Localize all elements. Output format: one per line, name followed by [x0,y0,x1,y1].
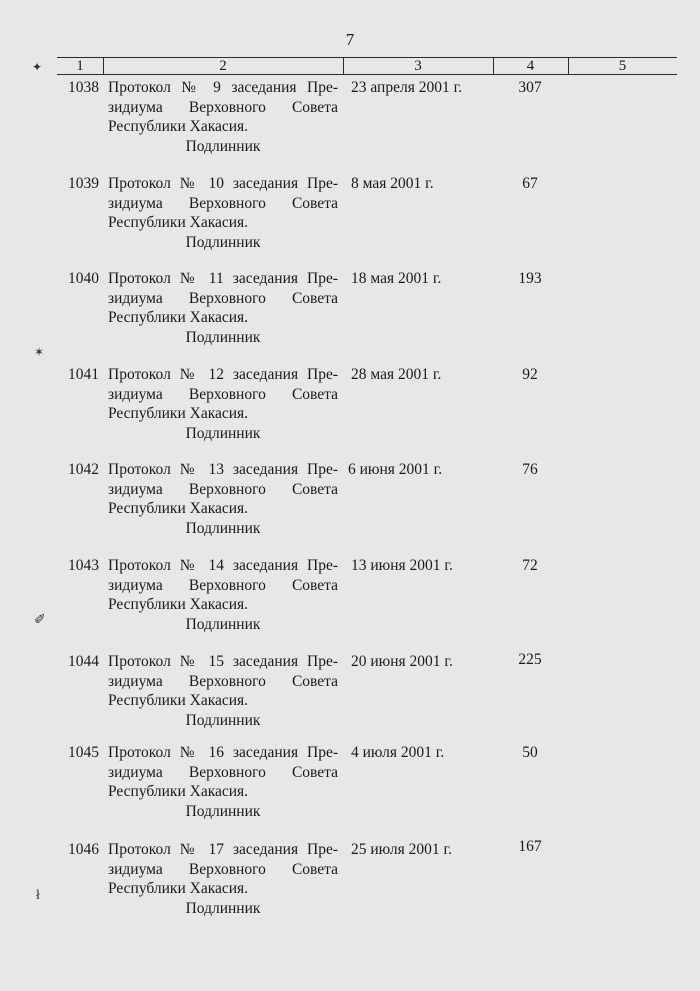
description-line: зидиума Верховного Совета [108,98,338,116]
entry-number: 1040 [68,270,99,287]
scan-speck: ✦ [32,60,43,74]
description-line: Протокол № 9 заседания Пре- [108,79,338,96]
description-line: Республики Хакасия. [108,309,249,326]
column-divider [103,57,104,75]
column-header-5: 5 [618,58,627,74]
description-line: Протокол № 17 заседания Пре- [108,841,338,858]
column-header-1: 1 [76,58,84,74]
column-header-3: 3 [414,58,422,74]
document-status: Подлинник [185,137,261,155]
column-divider [493,57,494,75]
table-row [0,743,700,833]
entry-number: 1041 [68,366,99,383]
description-line: зидиума Верховного Совета [108,480,338,498]
table-row [0,460,700,550]
entry-description [108,840,338,918]
entry-number: 1046 [68,841,99,858]
description-line: Республики Хакасия. [108,214,249,231]
page-number: 7 [345,30,355,49]
entry-sheet-count: 307 [518,79,542,96]
column-header-4: 4 [526,58,535,74]
entry-sheet-count: 225 [518,651,542,668]
column-header-2: 2 [219,58,227,74]
entry-date: 28 мая 2001 г. [351,366,442,383]
entry-description [108,652,338,730]
scan-speck: ł [36,888,40,903]
description-line: зидиума Верховного Совета [108,763,338,781]
description-line: Республики Хакасия. [108,880,249,897]
description-line: Республики Хакасия. [108,118,249,135]
document-status: Подлинник [185,233,261,251]
description-line: Республики Хакасия. [108,692,249,709]
entry-description [108,78,338,156]
entry-date: 25 июля 2001 г. [351,841,452,858]
table-row [0,174,700,264]
entry-sheet-count: 50 [522,744,538,761]
entry-sheet-count: 67 [522,175,538,192]
entry-date: 13 июня 2001 г. [351,557,453,574]
table-header [57,57,677,75]
entry-number: 1045 [68,744,99,761]
entry-sheet-count: 193 [518,270,542,287]
entry-sheet-count: 167 [518,838,542,855]
document-status: Подлинник [185,615,261,633]
description-line: Протокол № 13 заседания Пре- [108,461,338,478]
table-row [0,840,700,930]
document-status: Подлинник [185,711,261,729]
description-line: Протокол № 15 заседания Пре- [108,653,338,670]
entry-date: 18 мая 2001 г. [351,270,442,287]
document-status: Подлинник [185,519,261,537]
table-row [0,556,700,646]
description-line: Протокол № 10 заседания Пре- [108,175,338,192]
document-status: Подлинник [185,802,261,820]
entry-number: 1039 [68,175,99,192]
entry-sheet-count: 76 [522,461,538,478]
column-divider [568,57,569,75]
entry-description [108,556,338,634]
description-line: Республики Хакасия. [108,783,249,800]
entry-date: 4 июля 2001 г. [351,744,445,761]
description-line: зидиума Верховного Совета [108,385,338,403]
table-row [0,78,700,168]
scan-speck: ✶ [34,345,45,359]
table-row [0,365,700,455]
entry-description [108,174,338,252]
table-row [0,269,700,359]
scan-speck: ✐ [34,613,46,628]
entry-date: 23 апреля 2001 г. [351,79,463,96]
description-line: Протокол № 14 заседания Пре- [108,557,338,574]
description-line: зидиума Верховного Совета [108,860,338,878]
table-row [0,652,700,742]
entry-description [108,365,338,443]
description-line: Протокол № 12 заседания Пре- [108,366,338,383]
description-line: зидиума Верховного Совета [108,289,338,307]
entry-sheet-count: 72 [522,557,538,574]
entry-description [108,460,338,538]
description-line: Протокол № 11 заседания Пре- [108,270,338,287]
description-line: Республики Хакасия. [108,500,249,517]
entry-number: 1043 [68,557,99,574]
description-line: зидиума Верховного Совета [108,672,338,690]
description-line: Республики Хакасия. [108,596,249,613]
document-status: Подлинник [185,424,261,442]
entry-date: 20 июня 2001 г. [351,653,453,670]
entry-description [108,269,338,347]
entry-date: 6 июня 2001 г. [348,461,443,478]
entry-number: 1044 [68,653,99,670]
entry-sheet-count: 92 [522,366,538,383]
entry-date: 8 мая 2001 г. [351,175,434,192]
entry-number: 1038 [68,79,99,96]
description-line: Республики Хакасия. [108,405,249,422]
document-status: Подлинник [185,899,261,917]
document-status: Подлинник [185,328,261,346]
description-line: зидиума Верховного Совета [108,576,338,594]
column-divider [343,57,344,75]
entry-number: 1042 [68,461,99,478]
description-line: зидиума Верховного Совета [108,194,338,212]
entry-description [108,743,338,821]
description-line: Протокол № 16 заседания Пре- [108,744,338,761]
